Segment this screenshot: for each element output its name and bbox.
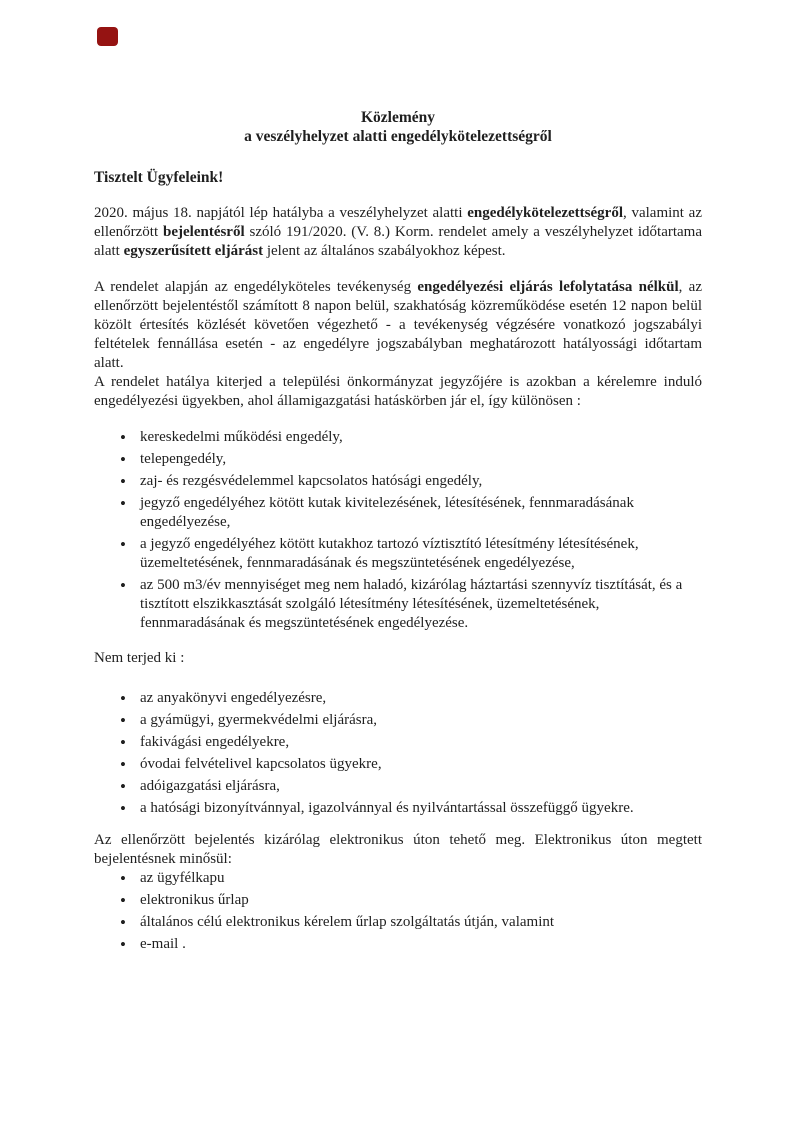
list-item: • kereskedelmi működési engedély, [120,428,702,447]
list-item: • a hatósági bizonyítvánnyal, igazolvánnyal és nyilvántartással összefüggő ügyekre. [120,799,702,818]
bold-run: engedélykötelezettségről [467,205,623,221]
rule-paragraph [94,278,702,373]
text-run: A rendelet alapján az engedélyköteles tevékenység [94,279,418,295]
text-run: , valamint az ellenőrzött [94,205,702,240]
document-content [94,108,702,957]
list-item: • óvodai felvételivel kapcsolatos ügyekre, [120,755,702,774]
list-item: • jegyző engedélyéhez kötött kutak kivitelezésének, létesítésének, fennmaradásának engedélyezése, [120,494,702,532]
list-item: • fakivágási engedélyekre, [120,733,702,752]
title-line-1: Közlemény [360,109,436,126]
not-covered-heading: Nem terjed ki : [94,650,185,666]
bold-run: egyszerűsített eljárást [123,243,264,259]
bold-run: bejelentésről [163,224,245,240]
list-item: • az 500 m3/év mennyiséget meg nem haladó, kizárólag háztartási szennyvíz tisztítását, és a tisztított elszikkasztását szolgáló létesítmény létesítésének, üzemeltetésének, fennmaradásának és megszüntetésének engedélyezése. [120,576,702,633]
list-item: • telepengedély, [120,450,702,469]
bold-run: engedélyezési eljárás lefolytatása nélkül [417,279,679,295]
list-item: • az anyakönyvi engedélyezésre, [120,689,702,708]
list-item: • a gyámügyi, gyermekvédelmi eljárásra, [120,711,702,730]
title-line-2: a veszélyhelyzet alatti engedélykötelezettségről [244,128,552,145]
list-item: • elektronikus űrlap [120,891,702,910]
text-run: , az ellenőrzött bejelentéstől számított 8 napon belül, szakhatóság közreműködése esetén 12 napon belül közölt értesítés közlését követően végezhető - a tevékenység végzésére vonatkozó jogszabályi feltételek fennállása esetén - az engedélyre jogszabályban meghatározott hatályossági időtartam alatt. [94,279,702,371]
exclusion-list [94,689,702,818]
salutation: Tisztelt Ügyfeleink! [94,169,224,186]
electronic-paragraph: Az ellenőrzött bejelentés kizárólag elektronikus úton tehető meg. Elektronikus úton megtett bejelentésnek minősül: [94,832,702,867]
list-item: • a jegyző engedélyéhez kötött kutakhoz tartozó víztisztító létesítmény létesítésének, üzemeltetésének, fennmaradásának és megszüntetésének engedélyezése, [120,535,702,573]
intro-paragraph [94,204,702,261]
text-run: 2020. május 18. napjától lép hatályba a veszélyhelyzet alatti [94,205,468,221]
list-item: • zaj- és rezgésvédelemmel kapcsolatos hatósági engedély, [120,472,702,491]
document-title [94,108,702,146]
text-run: jelent az általános szabályokhoz képest. [263,243,506,259]
text-run: szóló 191/2020. (V. 8.) Korm. rendelet amely a veszélyhelyzet időtartama alatt [94,224,702,259]
list-item: • általános célú elektronikus kérelem űrlap szolgáltatás útján, valamint [120,913,702,932]
list-item: • az ügyfélkapu [120,869,702,888]
permit-list [94,428,702,633]
annotation-icon[interactable] [97,27,118,46]
list-item: • adóigazgatási eljárásra, [120,777,702,796]
list-item: • e-mail . [120,935,702,954]
electronic-channel-list [94,869,702,954]
scope-paragraph: A rendelet hatálya kiterjed a települési önkormányzat jegyzőjére is azokban a kérelemre induló engedélyezési ügyekben, ahol államigazgatási hatáskörben jár el, így különösen : [94,374,702,409]
